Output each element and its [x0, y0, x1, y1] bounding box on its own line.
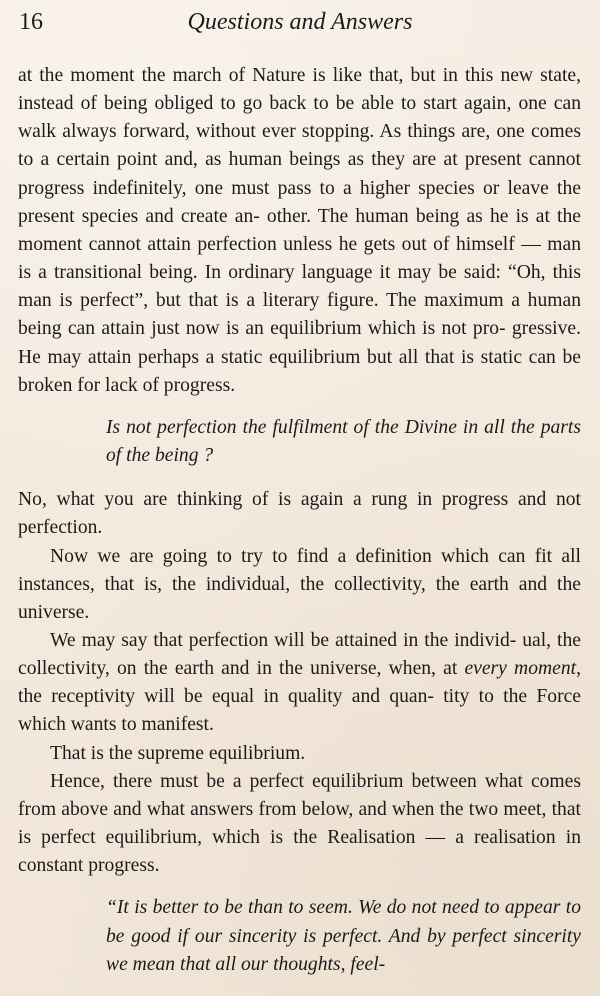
definition-intro-paragraph: Now we are going to try to find a definition which can fit all instances, that is, the individual, the collectivity, the earth and the universe.: [18, 545, 581, 623]
definition-text-before-emphasis: We may say that perfection will be attained in the individ- ual, the collectivity, on the earth and in the universe, when, at: [18, 629, 581, 680]
perfection-definition-paragraph: [18, 627, 581, 740]
supreme-equilibrium-paragraph: That is the supreme equilibrium.: [50, 742, 306, 764]
answer-paragraph: No, what you are thinking of is again a rung in progress and not perfection.: [18, 489, 581, 539]
page-content: [18, 62, 581, 979]
running-title: Questions and Answers: [187, 9, 413, 35]
realisation-paragraph: Hence, there must be a perfect equilibrium between what comes from above and what answers from below, and when the two meet, that is perfect equilibrium, which is the Realisation — a realisation in constant progress.: [18, 770, 581, 877]
page-header: [16, 6, 584, 40]
definition-text-after-emphasis: , the receptivity will be equal in quality and quan- tity to the Force which wants to manifest.: [18, 658, 581, 736]
closing-quote: “It is better to be than to seem. We do not need to appear to be good if our sincerity is perfect. And by perfect sincerity we mean that all our thoughts, feel-: [106, 897, 581, 975]
opening-paragraph: at the moment the march of Nature is like that, but in this new state, instead of being obliged to go back to be able to start again, one can walk always forward, without ever stopping. As things are, one comes to a certain point and, as human beings as they are at present cannot progress indefinitely, one must pass to a higher species or leave the present species and create an- other. The human being as he is at the moment cannot attain perfection unless he gets out of himself — man is a transitional being. In ordinary language it may be said: “Oh, this man is perfect”, but that is a literary figure. The maximum a human being can attain just now is an equilibrium which is not pro- gressive. He may attain perhaps a static equilibrium but all that is static can be broken for lack of progress.: [18, 65, 581, 396]
question-quote: Is not perfection the fulfilment of the Divine in all the parts of the being ?: [106, 416, 581, 467]
emphasized-phrase: every moment: [464, 658, 577, 680]
page-number: 16: [19, 9, 43, 35]
